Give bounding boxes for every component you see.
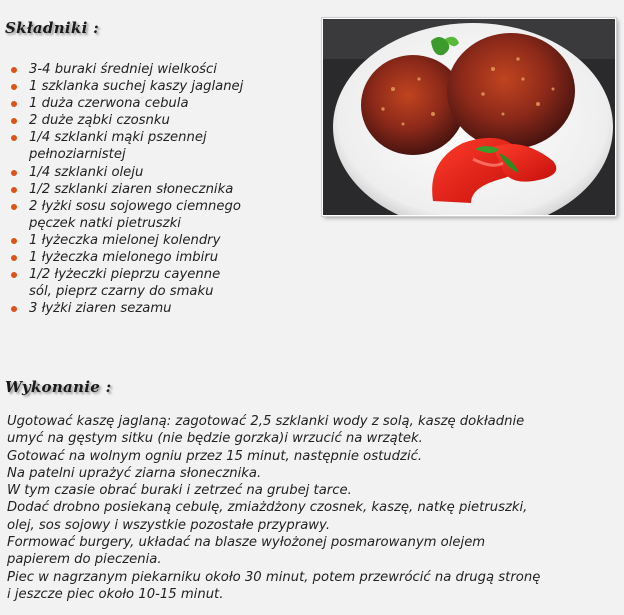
ingredient-list [10,61,315,317]
method-line: Gotować na wolnym ogniu przez 15 minut, następnie ostudzić. [7,448,423,464]
ingredient-item: 2 łyżki sosu sojowego ciemnego [10,198,315,215]
ingredient-item: 1 duża czerwona cebula [10,95,315,112]
method-line: Ugotować kaszę jaglaną: zagotować 2,5 szklanki wody z solą, kaszę dokładnie [7,414,525,429]
ingredient-item: 3-4 buraki średniej wielkości [10,61,315,78]
method-line: Formować burgery, układać na blasze wyłożonej posmarowanym olejem [7,535,486,551]
method-heading: Wykonanie : [5,378,112,396]
method-text [7,413,607,603]
method-line: W tym czasie obrać buraki i zetrzeć na grubej tarce. [7,483,352,499]
beet-burgers-illustration [323,19,615,215]
method-line: papierem do pieczenia. [7,552,162,568]
ingredient-item: pęczek natki pietruszki [29,215,181,231]
ingredient-item: sól, pieprz czarny do smaku [29,284,214,300]
ingredients-heading: Składniki : [5,19,99,37]
method-line: umyć na gęstym sitku (nie będzie gorzka)i wrzucić na wrzątek. [7,431,423,447]
ingredient-item: 3 łyżki ziaren sezamu [10,300,315,317]
ingredient-item: 1 łyżeczka mielonego imbiru [10,249,315,266]
burger-photo [322,18,616,216]
method-line: olej, sos sojowy i wszystkie pozostałe przyprawy. [7,517,331,533]
ingredient-item: 1 łyżeczka mielonej kolendry [10,232,315,249]
ingredient-item: pełnoziarnistej [29,147,126,163]
ingredient-item: 1/2 szklanki ziaren słonecznika [10,181,315,198]
ingredient-item: 1/4 szklanki mąki pszennej [10,129,315,146]
ingredient-item: 1/2 łyżeczki pieprzu cayenne [10,266,315,283]
method-line: Piec w nagrzanym piekarniku około 30 minut, potem przewrócić na drugą stronę [7,569,541,585]
method-line: Na patelni uprażyć ziarna słonecznika. [7,465,262,481]
method-line: i jeszcze piec około 10-15 minut. [7,586,224,602]
method-line: Dodać drobno posiekaną cebulę, zmiażdżony czosnek, kaszę, natkę pietruszki, [7,500,528,516]
ingredient-item: 1/4 szklanki oleju [10,164,315,181]
ingredient-item: 2 duże ząbki czosnku [10,112,315,129]
ingredient-item: 1 szklanka suchej kaszy jaglanej [10,78,315,95]
